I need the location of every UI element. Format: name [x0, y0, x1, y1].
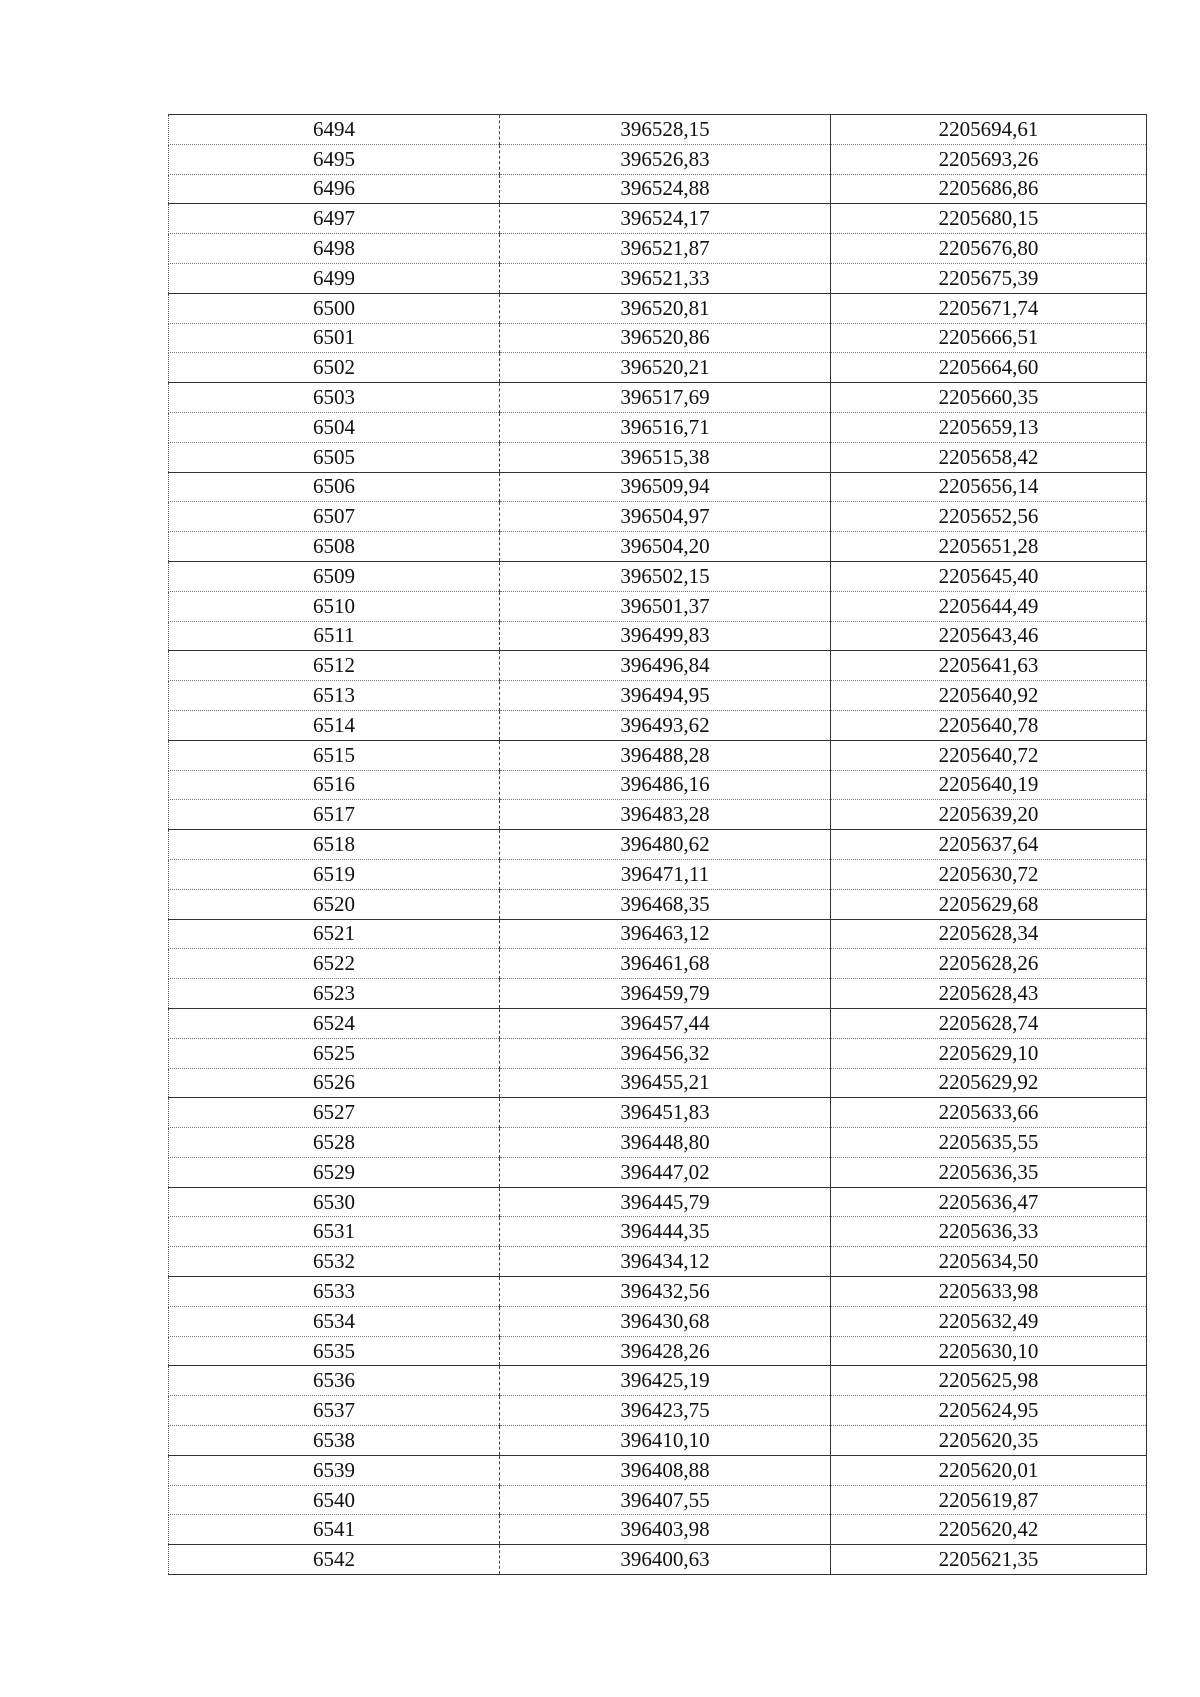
x-coordinate-cell: 396445,79: [500, 1187, 831, 1217]
y-coordinate-cell: 2205680,15: [831, 204, 1147, 234]
y-coordinate-cell: 2205641,63: [831, 651, 1147, 681]
x-coordinate-cell: 396432,56: [500, 1277, 831, 1307]
point-number-cell: 6508: [169, 532, 500, 562]
y-coordinate-cell: 2205628,74: [831, 1008, 1147, 1038]
table-row: [169, 919, 1147, 949]
y-coordinate-cell: 2205628,43: [831, 979, 1147, 1009]
table-row: [169, 293, 1147, 323]
x-coordinate-cell: 396428,26: [500, 1336, 831, 1366]
point-number-cell: 6529: [169, 1157, 500, 1187]
point-number-cell: 6499: [169, 263, 500, 293]
y-coordinate-cell: 2205635,55: [831, 1128, 1147, 1158]
x-coordinate-cell: 396504,20: [500, 532, 831, 562]
x-coordinate-cell: 396451,83: [500, 1098, 831, 1128]
table-row: [169, 800, 1147, 830]
x-coordinate-cell: 396434,12: [500, 1247, 831, 1277]
point-number-cell: 6502: [169, 353, 500, 383]
x-coordinate-cell: 396471,11: [500, 859, 831, 889]
point-number-cell: 6542: [169, 1545, 500, 1575]
y-coordinate-cell: 2205676,80: [831, 234, 1147, 264]
point-number-cell: 6541: [169, 1515, 500, 1545]
table-row: [169, 1455, 1147, 1485]
y-coordinate-cell: 2205664,60: [831, 353, 1147, 383]
table-row: [169, 115, 1147, 145]
table-row: [169, 889, 1147, 919]
x-coordinate-cell: 396496,84: [500, 651, 831, 681]
y-coordinate-cell: 2205640,19: [831, 770, 1147, 800]
y-coordinate-cell: 2205686,86: [831, 174, 1147, 204]
x-coordinate-cell: 396430,68: [500, 1306, 831, 1336]
table-row: [169, 949, 1147, 979]
point-number-cell: 6506: [169, 472, 500, 502]
point-number-cell: 6531: [169, 1217, 500, 1247]
table-row: [169, 412, 1147, 442]
y-coordinate-cell: 2205693,26: [831, 144, 1147, 174]
table-row: [169, 442, 1147, 472]
y-coordinate-cell: 2205628,34: [831, 919, 1147, 949]
y-coordinate-cell: 2205658,42: [831, 442, 1147, 472]
point-number-cell: 6513: [169, 681, 500, 711]
point-number-cell: 6526: [169, 1068, 500, 1098]
y-coordinate-cell: 2205659,13: [831, 412, 1147, 442]
point-number-cell: 6504: [169, 412, 500, 442]
y-coordinate-cell: 2205656,14: [831, 472, 1147, 502]
table-row: [169, 621, 1147, 651]
y-coordinate-cell: 2205636,33: [831, 1217, 1147, 1247]
table-row: [169, 532, 1147, 562]
point-number-cell: 6525: [169, 1038, 500, 1068]
y-coordinate-cell: 2205671,74: [831, 293, 1147, 323]
y-coordinate-cell: 2205632,49: [831, 1306, 1147, 1336]
x-coordinate-cell: 396400,63: [500, 1545, 831, 1575]
y-coordinate-cell: 2205621,35: [831, 1545, 1147, 1575]
point-number-cell: 6495: [169, 144, 500, 174]
x-coordinate-cell: 396457,44: [500, 1008, 831, 1038]
x-coordinate-cell: 396408,88: [500, 1455, 831, 1485]
y-coordinate-cell: 2205629,68: [831, 889, 1147, 919]
point-number-cell: 6519: [169, 859, 500, 889]
y-coordinate-cell: 2205640,72: [831, 740, 1147, 770]
coordinates-table-body: [169, 115, 1147, 1575]
y-coordinate-cell: 2205625,98: [831, 1366, 1147, 1396]
y-coordinate-cell: 2205619,87: [831, 1485, 1147, 1515]
table-row: [169, 1545, 1147, 1575]
y-coordinate-cell: 2205675,39: [831, 263, 1147, 293]
point-number-cell: 6539: [169, 1455, 500, 1485]
point-number-cell: 6512: [169, 651, 500, 681]
x-coordinate-cell: 396524,88: [500, 174, 831, 204]
point-number-cell: 6503: [169, 383, 500, 413]
table-row: [169, 561, 1147, 591]
table-row: [169, 1128, 1147, 1158]
x-coordinate-cell: 396461,68: [500, 949, 831, 979]
x-coordinate-cell: 396515,38: [500, 442, 831, 472]
point-number-cell: 6528: [169, 1128, 500, 1158]
table-row: [169, 144, 1147, 174]
point-number-cell: 6527: [169, 1098, 500, 1128]
table-row: [169, 1426, 1147, 1456]
table-row: [169, 204, 1147, 234]
table-row: [169, 651, 1147, 681]
point-number-cell: 6523: [169, 979, 500, 1009]
point-number-cell: 6517: [169, 800, 500, 830]
table-row: [169, 710, 1147, 740]
x-coordinate-cell: 396521,87: [500, 234, 831, 264]
x-coordinate-cell: 396509,94: [500, 472, 831, 502]
y-coordinate-cell: 2205643,46: [831, 621, 1147, 651]
x-coordinate-cell: 396502,15: [500, 561, 831, 591]
point-number-cell: 6524: [169, 1008, 500, 1038]
x-coordinate-cell: 396463,12: [500, 919, 831, 949]
x-coordinate-cell: 396520,86: [500, 323, 831, 353]
x-coordinate-cell: 396517,69: [500, 383, 831, 413]
x-coordinate-cell: 396468,35: [500, 889, 831, 919]
y-coordinate-cell: 2205694,61: [831, 115, 1147, 145]
y-coordinate-cell: 2205624,95: [831, 1396, 1147, 1426]
y-coordinate-cell: 2205620,01: [831, 1455, 1147, 1485]
x-coordinate-cell: 396447,02: [500, 1157, 831, 1187]
x-coordinate-cell: 396425,19: [500, 1366, 831, 1396]
point-number-cell: 6518: [169, 830, 500, 860]
table-row: [169, 859, 1147, 889]
table-row: [169, 1038, 1147, 1068]
x-coordinate-cell: 396504,97: [500, 502, 831, 532]
table-row: [169, 1068, 1147, 1098]
y-coordinate-cell: 2205640,92: [831, 681, 1147, 711]
x-coordinate-cell: 396494,95: [500, 681, 831, 711]
y-coordinate-cell: 2205652,56: [831, 502, 1147, 532]
y-coordinate-cell: 2205620,35: [831, 1426, 1147, 1456]
x-coordinate-cell: 396459,79: [500, 979, 831, 1009]
y-coordinate-cell: 2205633,98: [831, 1277, 1147, 1307]
x-coordinate-cell: 396521,33: [500, 263, 831, 293]
x-coordinate-cell: 396486,16: [500, 770, 831, 800]
point-number-cell: 6500: [169, 293, 500, 323]
table-row: [169, 1247, 1147, 1277]
point-number-cell: 6522: [169, 949, 500, 979]
table-row: [169, 1515, 1147, 1545]
y-coordinate-cell: 2205639,20: [831, 800, 1147, 830]
y-coordinate-cell: 2205620,42: [831, 1515, 1147, 1545]
point-number-cell: 6501: [169, 323, 500, 353]
table-row: [169, 591, 1147, 621]
point-number-cell: 6537: [169, 1396, 500, 1426]
x-coordinate-cell: 396483,28: [500, 800, 831, 830]
table-row: [169, 740, 1147, 770]
table-row: [169, 383, 1147, 413]
point-number-cell: 6540: [169, 1485, 500, 1515]
point-number-cell: 6516: [169, 770, 500, 800]
y-coordinate-cell: 2205634,50: [831, 1247, 1147, 1277]
x-coordinate-cell: 396480,62: [500, 830, 831, 860]
table-row: [169, 353, 1147, 383]
table-row: [169, 830, 1147, 860]
point-number-cell: 6536: [169, 1366, 500, 1396]
table-row: [169, 1366, 1147, 1396]
point-number-cell: 6530: [169, 1187, 500, 1217]
y-coordinate-cell: 2205651,28: [831, 532, 1147, 562]
table-row: [169, 1157, 1147, 1187]
y-coordinate-cell: 2205645,40: [831, 561, 1147, 591]
table-row: [169, 979, 1147, 1009]
y-coordinate-cell: 2205630,10: [831, 1336, 1147, 1366]
point-number-cell: 6510: [169, 591, 500, 621]
table-row: [169, 1306, 1147, 1336]
y-coordinate-cell: 2205644,49: [831, 591, 1147, 621]
y-coordinate-cell: 2205629,92: [831, 1068, 1147, 1098]
y-coordinate-cell: 2205636,47: [831, 1187, 1147, 1217]
x-coordinate-cell: 396528,15: [500, 115, 831, 145]
point-number-cell: 6505: [169, 442, 500, 472]
table-row: [169, 1396, 1147, 1426]
x-coordinate-cell: 396444,35: [500, 1217, 831, 1247]
y-coordinate-cell: 2205640,78: [831, 710, 1147, 740]
point-number-cell: 6497: [169, 204, 500, 234]
table-row: [169, 263, 1147, 293]
x-coordinate-cell: 396455,21: [500, 1068, 831, 1098]
point-number-cell: 6498: [169, 234, 500, 264]
x-coordinate-cell: 396456,32: [500, 1038, 831, 1068]
table-row: [169, 1336, 1147, 1366]
point-number-cell: 6496: [169, 174, 500, 204]
table-row: [169, 323, 1147, 353]
point-number-cell: 6533: [169, 1277, 500, 1307]
x-coordinate-cell: 396423,75: [500, 1396, 831, 1426]
table-row: [169, 681, 1147, 711]
table-row: [169, 1217, 1147, 1247]
table-row: [169, 502, 1147, 532]
point-number-cell: 6511: [169, 621, 500, 651]
point-number-cell: 6507: [169, 502, 500, 532]
x-coordinate-cell: 396524,17: [500, 204, 831, 234]
table-row: [169, 472, 1147, 502]
y-coordinate-cell: 2205633,66: [831, 1098, 1147, 1128]
point-number-cell: 6521: [169, 919, 500, 949]
x-coordinate-cell: 396520,21: [500, 353, 831, 383]
y-coordinate-cell: 2205630,72: [831, 859, 1147, 889]
table-row: [169, 1008, 1147, 1038]
point-number-cell: 6520: [169, 889, 500, 919]
y-coordinate-cell: 2205637,64: [831, 830, 1147, 860]
point-number-cell: 6534: [169, 1306, 500, 1336]
x-coordinate-cell: 396493,62: [500, 710, 831, 740]
x-coordinate-cell: 396488,28: [500, 740, 831, 770]
y-coordinate-cell: 2205629,10: [831, 1038, 1147, 1068]
point-number-cell: 6514: [169, 710, 500, 740]
point-number-cell: 6538: [169, 1426, 500, 1456]
x-coordinate-cell: 396403,98: [500, 1515, 831, 1545]
table-row: [169, 234, 1147, 264]
y-coordinate-cell: 2205636,35: [831, 1157, 1147, 1187]
x-coordinate-cell: 396501,37: [500, 591, 831, 621]
x-coordinate-cell: 396410,10: [500, 1426, 831, 1456]
x-coordinate-cell: 396407,55: [500, 1485, 831, 1515]
table-row: [169, 1277, 1147, 1307]
x-coordinate-cell: 396516,71: [500, 412, 831, 442]
table-row: [169, 174, 1147, 204]
y-coordinate-cell: 2205666,51: [831, 323, 1147, 353]
y-coordinate-cell: 2205628,26: [831, 949, 1147, 979]
table-row: [169, 1098, 1147, 1128]
x-coordinate-cell: 396526,83: [500, 144, 831, 174]
point-number-cell: 6535: [169, 1336, 500, 1366]
x-coordinate-cell: 396448,80: [500, 1128, 831, 1158]
point-number-cell: 6509: [169, 561, 500, 591]
point-number-cell: 6532: [169, 1247, 500, 1277]
point-number-cell: 6494: [169, 115, 500, 145]
point-number-cell: 6515: [169, 740, 500, 770]
y-coordinate-cell: 2205660,35: [831, 383, 1147, 413]
x-coordinate-cell: 396499,83: [500, 621, 831, 651]
table-row: [169, 1187, 1147, 1217]
table-row: [169, 770, 1147, 800]
x-coordinate-cell: 396520,81: [500, 293, 831, 323]
table-row: [169, 1485, 1147, 1515]
coordinates-table: [168, 114, 1147, 1575]
